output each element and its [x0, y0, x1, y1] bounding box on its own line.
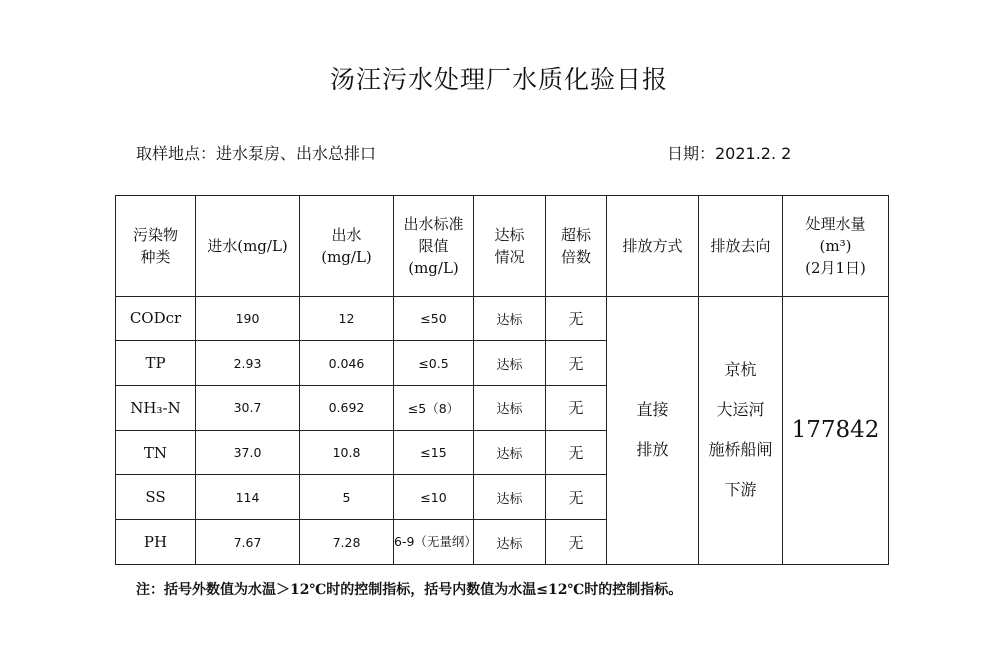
inflow-cell: 30.7 — [196, 386, 300, 431]
status-cell: 达标 — [474, 341, 546, 386]
inflow-cell: 114 — [196, 475, 300, 520]
status-cell: 达标 — [474, 475, 546, 520]
pollutant-cell: NH₃-N — [116, 386, 196, 431]
header-exceed: 超标 倍数 — [546, 196, 607, 297]
status-cell: 达标 — [474, 386, 546, 431]
volume-cell: 177842 — [783, 296, 889, 564]
limit-cell: ≤15 — [394, 430, 474, 475]
header-inflow: 进水(mg/L) — [196, 196, 300, 297]
table-row — [116, 296, 889, 341]
header-row — [116, 196, 889, 297]
outflow-cell: 7.28 — [300, 520, 394, 565]
status-cell: 达标 — [474, 520, 546, 565]
outflow-cell: 0.046 — [300, 341, 394, 386]
sampling-location: 取样地点：进水泵房、出水总排口 — [136, 144, 377, 163]
exceed-cell: 无 — [546, 296, 607, 341]
header-volume: 处理水量 (m³) (2月1日) — [783, 196, 889, 297]
header-pollutant: 污染物 种类 — [116, 196, 196, 297]
outflow-cell: 0.692 — [300, 386, 394, 431]
status-cell: 达标 — [474, 430, 546, 475]
exceed-cell: 无 — [546, 341, 607, 386]
page-title: 汤汪污水处理厂水质化验日报 — [329, 65, 668, 94]
header-limit: 出水标准 限值 (mg/L) — [394, 196, 474, 297]
inflow-cell: 7.67 — [196, 520, 300, 565]
pollutant-cell: TP — [116, 341, 196, 386]
footnote: 注：括号外数值为水温＞12℃时的控制指标，括号内数值为水温≤12℃时的控制指标。 — [136, 582, 683, 598]
pollutant-cell: TN — [116, 430, 196, 475]
water-quality-table — [115, 195, 889, 565]
pollutant-cell: SS — [116, 475, 196, 520]
inflow-cell: 190 — [196, 296, 300, 341]
report-date: 日期：2021.2. 2 — [667, 144, 792, 163]
header-status: 达标 情况 — [474, 196, 546, 297]
exceed-cell: 无 — [546, 386, 607, 431]
limit-cell: ≤5（8） — [394, 386, 474, 431]
limit-cell: ≤50 — [394, 296, 474, 341]
pollutant-cell: PH — [116, 520, 196, 565]
header-discharge-direction: 排放去向 — [699, 196, 783, 297]
status-cell: 达标 — [474, 296, 546, 341]
exceed-cell: 无 — [546, 520, 607, 565]
discharge-direction-cell: 京杭 大运河 施桥船闸 下游 — [699, 296, 783, 564]
discharge-method-cell: 直接 排放 — [607, 296, 699, 564]
exceed-cell: 无 — [546, 475, 607, 520]
pollutant-cell: CODcr — [116, 296, 196, 341]
inflow-cell: 2.93 — [196, 341, 300, 386]
outflow-cell: 10.8 — [300, 430, 394, 475]
header-discharge-method: 排放方式 — [607, 196, 699, 297]
outflow-cell: 12 — [300, 296, 394, 341]
header-outflow: 出水 (mg/L) — [300, 196, 394, 297]
limit-cell: ≤10 — [394, 475, 474, 520]
outflow-cell: 5 — [300, 475, 394, 520]
inflow-cell: 37.0 — [196, 430, 300, 475]
limit-cell: 6-9（无量纲） — [394, 520, 474, 565]
exceed-cell: 无 — [546, 430, 607, 475]
limit-cell: ≤0.5 — [394, 341, 474, 386]
